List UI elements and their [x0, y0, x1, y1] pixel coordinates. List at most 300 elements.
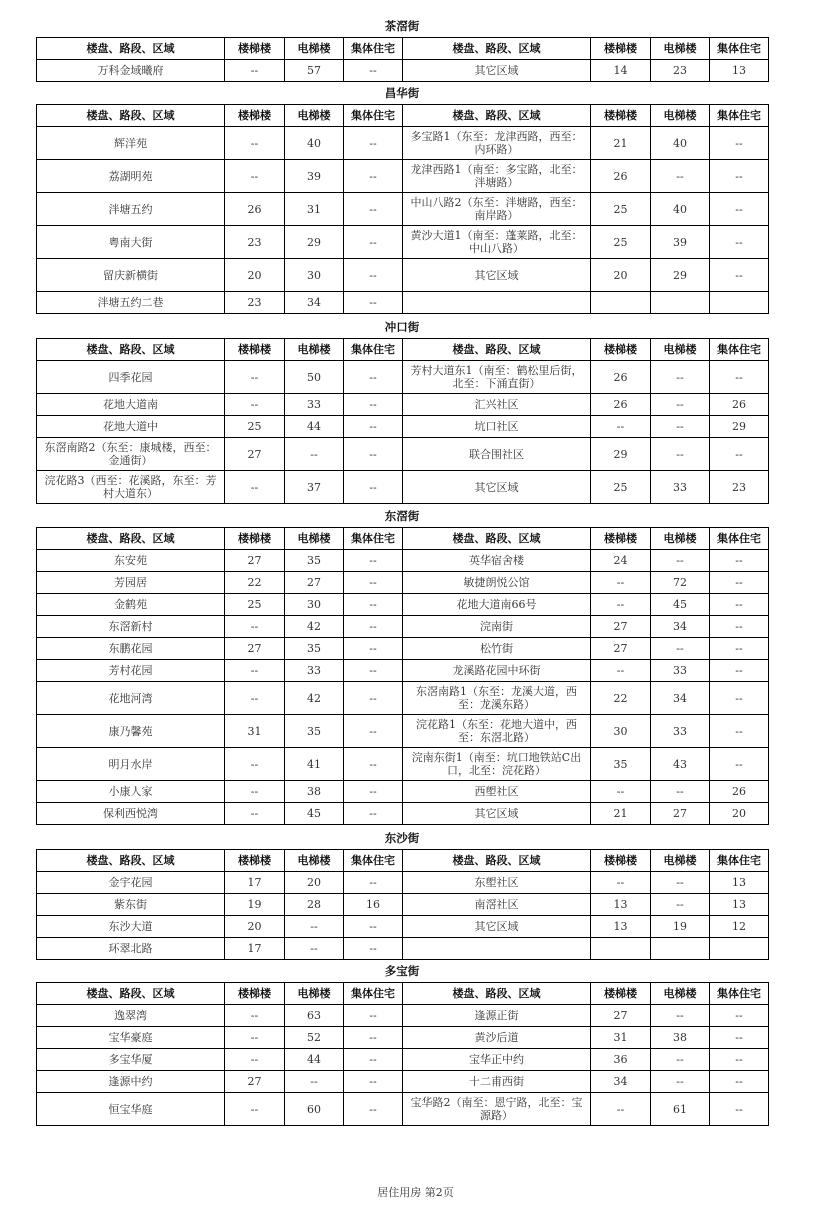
table-row	[37, 193, 769, 226]
value-cell: --	[344, 638, 403, 660]
column-header: 楼梯楼	[225, 983, 285, 1005]
value-cell: --	[710, 361, 769, 394]
area-name-cell: 坑口社区	[403, 416, 591, 438]
value-cell: 27	[591, 616, 651, 638]
area-name-cell: 荔湖明苑	[37, 160, 225, 193]
area-name-cell: 中山八路2（东至：泮塘路，西至：南岸路）	[403, 193, 591, 226]
area-name-cell: 辉洋苑	[37, 127, 225, 160]
value-cell: 19	[225, 894, 285, 916]
column-header: 集体住宅	[710, 983, 769, 1005]
area-name-cell: 松竹街	[403, 638, 591, 660]
value-cell: 42	[285, 682, 344, 715]
value-cell: --	[710, 638, 769, 660]
area-name-cell: 保利西悦湾	[37, 803, 225, 825]
value-cell: --	[710, 715, 769, 748]
column-header: 楼盘、路段、区域	[37, 983, 225, 1005]
value-cell: --	[344, 550, 403, 572]
value-cell: --	[710, 193, 769, 226]
area-name-cell: 浣花路3（西至：花溪路，东至：芳村大道东）	[37, 471, 225, 504]
value-cell: --	[591, 1093, 651, 1126]
page-footer	[0, 1184, 831, 1200]
section-title: 多宝街	[384, 964, 420, 978]
area-name-cell: 龙溪路花园中环街	[403, 660, 591, 682]
value-cell: 20	[285, 872, 344, 894]
column-header: 集体住宅	[710, 339, 769, 361]
column-header: 楼梯楼	[591, 105, 651, 127]
value-cell: --	[344, 1071, 403, 1093]
footer-page-number: 第2页	[424, 1186, 454, 1199]
value-cell: --	[591, 416, 651, 438]
value-cell: 17	[225, 872, 285, 894]
area-name-cell: 小康人家	[37, 781, 225, 803]
value-cell: --	[651, 550, 710, 572]
value-cell: --	[344, 361, 403, 394]
value-cell: 36	[591, 1049, 651, 1071]
value-cell: 31	[285, 193, 344, 226]
value-cell: 27	[285, 572, 344, 594]
area-name-cell: 多宝华厦	[37, 1049, 225, 1071]
table-row	[37, 127, 769, 160]
table-row	[37, 682, 769, 715]
value-cell: --	[344, 1049, 403, 1071]
area-name-cell: 十二甫西街	[403, 1071, 591, 1093]
area-name-cell: 芳园居	[37, 572, 225, 594]
value-cell: --	[225, 660, 285, 682]
area-name-cell: 东滘新村	[37, 616, 225, 638]
value-cell: --	[651, 894, 710, 916]
column-header: 电梯楼	[651, 983, 710, 1005]
value-cell: --	[651, 781, 710, 803]
value-cell: 29	[651, 259, 710, 292]
value-cell: 39	[651, 226, 710, 259]
value-cell: 23	[225, 292, 285, 314]
column-header: 集体住宅	[344, 38, 403, 60]
value-cell: --	[225, 781, 285, 803]
value-cell: --	[344, 1005, 403, 1027]
value-cell: 26	[225, 193, 285, 226]
area-name-cell: 恒宝华庭	[37, 1093, 225, 1126]
area-name-cell: 环翠北路	[37, 938, 225, 960]
value-cell: 40	[651, 193, 710, 226]
table-row	[37, 259, 769, 292]
table-row	[37, 438, 769, 471]
column-header: 楼梯楼	[591, 983, 651, 1005]
value-cell: --	[710, 572, 769, 594]
value-cell: 22	[591, 682, 651, 715]
value-cell: --	[710, 594, 769, 616]
table-row	[37, 361, 769, 394]
value-cell: --	[651, 416, 710, 438]
value-cell: --	[344, 1093, 403, 1126]
value-cell: 40	[285, 127, 344, 160]
table-header-row	[37, 38, 769, 60]
value-cell: 34	[285, 292, 344, 314]
value-cell: --	[344, 160, 403, 193]
value-cell: 23	[710, 471, 769, 504]
section-title: 东沙街	[384, 831, 420, 845]
area-name-cell: 芳村大道东1（南至：鹤松里后街，北至：下涌直街）	[403, 361, 591, 394]
value-cell: 52	[285, 1027, 344, 1049]
value-cell: 20	[225, 259, 285, 292]
value-cell: --	[710, 226, 769, 259]
table-header-row	[37, 339, 769, 361]
area-name-cell: 东塱社区	[403, 872, 591, 894]
value-cell: 35	[285, 638, 344, 660]
value-cell: 40	[651, 127, 710, 160]
value-cell: --	[225, 127, 285, 160]
value-cell: --	[225, 682, 285, 715]
column-header: 电梯楼	[285, 38, 344, 60]
area-name-cell: 泮塘五约二巷	[37, 292, 225, 314]
table-row	[37, 616, 769, 638]
value-cell: 27	[225, 638, 285, 660]
value-cell: 16	[344, 894, 403, 916]
area-name-cell: 四季花园	[37, 361, 225, 394]
column-header: 楼盘、路段、区域	[403, 983, 591, 1005]
value-cell: 13	[591, 916, 651, 938]
table-row	[37, 715, 769, 748]
table-row	[37, 781, 769, 803]
column-header: 电梯楼	[651, 38, 710, 60]
table-row	[37, 872, 769, 894]
value-cell: 57	[285, 60, 344, 82]
area-name-cell: 逢源中约	[37, 1071, 225, 1093]
value-cell	[591, 938, 651, 960]
value-cell: --	[225, 803, 285, 825]
area-name-cell: 联合围社区	[403, 438, 591, 471]
value-cell: 37	[285, 471, 344, 504]
value-cell: --	[344, 1027, 403, 1049]
value-cell: 33	[285, 660, 344, 682]
table-row	[37, 292, 769, 314]
value-cell: --	[651, 1005, 710, 1027]
area-name-cell: 金宇花园	[37, 872, 225, 894]
column-header: 楼盘、路段、区域	[403, 38, 591, 60]
value-cell: 43	[651, 748, 710, 781]
district-table	[36, 849, 769, 960]
value-cell: --	[344, 872, 403, 894]
table-row	[37, 1093, 769, 1126]
value-cell: --	[344, 226, 403, 259]
table-row	[37, 748, 769, 781]
column-header: 楼盘、路段、区域	[37, 528, 225, 550]
area-name-cell	[403, 938, 591, 960]
column-header: 集体住宅	[344, 105, 403, 127]
value-cell: --	[591, 572, 651, 594]
table-row	[37, 1027, 769, 1049]
table-header-row	[37, 528, 769, 550]
value-cell: --	[344, 781, 403, 803]
value-cell: --	[710, 259, 769, 292]
value-cell: 35	[285, 715, 344, 748]
table-row	[37, 226, 769, 259]
value-cell: --	[225, 160, 285, 193]
value-cell: --	[591, 781, 651, 803]
value-cell: --	[591, 872, 651, 894]
value-cell: --	[651, 361, 710, 394]
value-cell: --	[344, 471, 403, 504]
area-name-cell: 浣南街	[403, 616, 591, 638]
value-cell: 23	[651, 60, 710, 82]
section-title: 昌华街	[384, 86, 420, 100]
area-name-cell: 多宝路1（东至：龙津西路，西至：内环路）	[403, 127, 591, 160]
value-cell: 27	[225, 550, 285, 572]
area-name-cell: 金鹤苑	[37, 594, 225, 616]
column-header: 集体住宅	[710, 105, 769, 127]
section-title: 东滘街	[384, 509, 420, 523]
column-header: 楼盘、路段、区域	[403, 339, 591, 361]
column-header: 电梯楼	[285, 983, 344, 1005]
value-cell: 25	[591, 471, 651, 504]
value-cell: --	[225, 1005, 285, 1027]
value-cell: --	[344, 616, 403, 638]
value-cell: 25	[591, 226, 651, 259]
value-cell: --	[225, 394, 285, 416]
value-cell: 25	[225, 594, 285, 616]
area-name-cell: 花地大道南	[37, 394, 225, 416]
column-header: 电梯楼	[651, 339, 710, 361]
column-header: 楼梯楼	[591, 38, 651, 60]
value-cell: 44	[285, 1049, 344, 1071]
area-name-cell: 康乃馨苑	[37, 715, 225, 748]
value-cell: --	[710, 1027, 769, 1049]
table-row	[37, 471, 769, 504]
area-name-cell: 东安苑	[37, 550, 225, 572]
area-name-cell: 逢源正街	[403, 1005, 591, 1027]
value-cell: --	[225, 361, 285, 394]
value-cell: 34	[591, 1071, 651, 1093]
value-cell: 35	[591, 748, 651, 781]
value-cell: 30	[285, 594, 344, 616]
area-name-cell: 东滘南路2（东至：康城楼，西至：金通街）	[37, 438, 225, 471]
area-name-cell: 黄沙大道1（南至：蓬莱路，北至：中山八路）	[403, 226, 591, 259]
value-cell: 21	[591, 803, 651, 825]
value-cell: --	[710, 1093, 769, 1126]
area-name-cell: 芳村花园	[37, 660, 225, 682]
column-header: 集体住宅	[344, 850, 403, 872]
area-name-cell: 东沙大道	[37, 916, 225, 938]
value-cell: --	[344, 416, 403, 438]
area-name-cell: 浣花路1（东至：花地大道中，西至：东滘北路）	[403, 715, 591, 748]
value-cell: 34	[651, 616, 710, 638]
area-name-cell: 龙津西路1（南至：多宝路，北至：泮塘路）	[403, 160, 591, 193]
value-cell: --	[285, 1071, 344, 1093]
value-cell: --	[651, 638, 710, 660]
district-table	[36, 338, 769, 504]
column-header: 电梯楼	[651, 850, 710, 872]
table-row	[37, 594, 769, 616]
value-cell: 60	[285, 1093, 344, 1126]
value-cell: --	[344, 916, 403, 938]
value-cell: 38	[285, 781, 344, 803]
value-cell: 29	[285, 226, 344, 259]
column-header: 楼梯楼	[225, 528, 285, 550]
value-cell: 12	[710, 916, 769, 938]
column-header: 集体住宅	[344, 528, 403, 550]
value-cell: --	[344, 394, 403, 416]
value-cell: 72	[651, 572, 710, 594]
value-cell: --	[225, 471, 285, 504]
value-cell: --	[225, 60, 285, 82]
column-header: 集体住宅	[344, 339, 403, 361]
value-cell: 35	[285, 550, 344, 572]
value-cell: 29	[710, 416, 769, 438]
table-row	[37, 660, 769, 682]
value-cell: 21	[591, 127, 651, 160]
value-cell: 26	[591, 394, 651, 416]
value-cell: 31	[591, 1027, 651, 1049]
column-header: 楼盘、路段、区域	[403, 528, 591, 550]
value-cell: 13	[710, 894, 769, 916]
value-cell: 34	[651, 682, 710, 715]
column-header: 电梯楼	[651, 528, 710, 550]
table-row	[37, 416, 769, 438]
value-cell: --	[591, 594, 651, 616]
table-row	[37, 638, 769, 660]
table-row	[37, 1049, 769, 1071]
value-cell: --	[225, 1049, 285, 1071]
table-row	[37, 916, 769, 938]
column-header: 楼梯楼	[225, 850, 285, 872]
value-cell: --	[710, 748, 769, 781]
value-cell: 33	[285, 394, 344, 416]
area-name-cell: 花地大道中	[37, 416, 225, 438]
area-name-cell: 英华宿舍楼	[403, 550, 591, 572]
area-name-cell: 其它区域	[403, 471, 591, 504]
value-cell: 27	[651, 803, 710, 825]
column-header: 电梯楼	[651, 105, 710, 127]
area-name-cell: 逸翠湾	[37, 1005, 225, 1027]
column-header: 集体住宅	[710, 528, 769, 550]
value-cell: 25	[225, 416, 285, 438]
value-cell: 26	[710, 781, 769, 803]
table-header-row	[37, 983, 769, 1005]
column-header: 集体住宅	[344, 983, 403, 1005]
value-cell: 25	[591, 193, 651, 226]
value-cell: --	[710, 1071, 769, 1093]
value-cell: --	[344, 682, 403, 715]
area-name-cell: 万科金域曦府	[37, 60, 225, 82]
value-cell: 20	[591, 259, 651, 292]
column-header: 楼梯楼	[225, 105, 285, 127]
column-header: 电梯楼	[285, 528, 344, 550]
area-name-cell: 宝华豪庭	[37, 1027, 225, 1049]
value-cell: --	[651, 394, 710, 416]
value-cell: --	[651, 872, 710, 894]
value-cell: --	[344, 715, 403, 748]
value-cell: --	[344, 438, 403, 471]
value-cell: 27	[591, 638, 651, 660]
column-header: 电梯楼	[285, 850, 344, 872]
value-cell: --	[651, 438, 710, 471]
value-cell: --	[344, 748, 403, 781]
value-cell: 24	[591, 550, 651, 572]
value-cell: --	[651, 160, 710, 193]
value-cell: 63	[285, 1005, 344, 1027]
value-cell: 19	[651, 916, 710, 938]
value-cell: --	[651, 1049, 710, 1071]
value-cell	[591, 292, 651, 314]
district-table	[36, 104, 769, 314]
value-cell: --	[285, 438, 344, 471]
value-cell: 45	[651, 594, 710, 616]
value-cell: --	[225, 616, 285, 638]
value-cell: --	[710, 550, 769, 572]
table-row	[37, 394, 769, 416]
table-header-row	[37, 105, 769, 127]
value-cell: 31	[225, 715, 285, 748]
table-row	[37, 894, 769, 916]
table-row	[37, 60, 769, 82]
value-cell: 30	[285, 259, 344, 292]
area-name-cell: 粤南大街	[37, 226, 225, 259]
column-header: 楼梯楼	[591, 528, 651, 550]
value-cell: --	[710, 616, 769, 638]
value-cell: 33	[651, 471, 710, 504]
footer-label: 居住用房	[377, 1186, 422, 1199]
area-name-cell: 其它区域	[403, 803, 591, 825]
column-header: 楼盘、路段、区域	[37, 850, 225, 872]
area-name-cell: 汇兴社区	[403, 394, 591, 416]
column-header: 楼盘、路段、区域	[37, 339, 225, 361]
area-name-cell	[403, 292, 591, 314]
value-cell: 42	[285, 616, 344, 638]
value-cell: 33	[651, 715, 710, 748]
value-cell: 45	[285, 803, 344, 825]
area-name-cell: 宝华路2（南至：恩宁路，北至：宝源路）	[403, 1093, 591, 1126]
column-header: 楼盘、路段、区域	[37, 105, 225, 127]
area-name-cell: 南滘社区	[403, 894, 591, 916]
area-name-cell: 花地河湾	[37, 682, 225, 715]
column-header: 楼梯楼	[591, 339, 651, 361]
table-row	[37, 1005, 769, 1027]
area-name-cell: 其它区域	[403, 259, 591, 292]
value-cell: 50	[285, 361, 344, 394]
area-name-cell: 黄沙后道	[403, 1027, 591, 1049]
district-table	[36, 982, 769, 1126]
area-name-cell: 浣南东街1（南至：坑口地铁站C出口，北至：浣花路）	[403, 748, 591, 781]
value-cell: 39	[285, 160, 344, 193]
value-cell: --	[344, 127, 403, 160]
value-cell	[651, 938, 710, 960]
value-cell: 13	[591, 894, 651, 916]
value-cell: 30	[591, 715, 651, 748]
value-cell: --	[651, 1071, 710, 1093]
value-cell: 17	[225, 938, 285, 960]
area-name-cell: 花地大道南66号	[403, 594, 591, 616]
area-name-cell: 紫东街	[37, 894, 225, 916]
area-name-cell: 东滘南路1（东至：龙溪大道，西至：龙溪东路）	[403, 682, 591, 715]
value-cell: 13	[710, 60, 769, 82]
value-cell: --	[591, 660, 651, 682]
column-header: 集体住宅	[710, 38, 769, 60]
table-header-row	[37, 850, 769, 872]
area-name-cell: 其它区域	[403, 916, 591, 938]
column-header: 楼盘、路段、区域	[403, 850, 591, 872]
value-cell: 44	[285, 416, 344, 438]
value-cell: 26	[591, 361, 651, 394]
value-cell: --	[344, 803, 403, 825]
value-cell: --	[225, 748, 285, 781]
value-cell: 20	[710, 803, 769, 825]
district-table	[36, 37, 769, 82]
value-cell: 38	[651, 1027, 710, 1049]
value-cell	[710, 292, 769, 314]
table-row	[37, 938, 769, 960]
value-cell: 26	[591, 160, 651, 193]
value-cell: --	[344, 594, 403, 616]
value-cell: --	[710, 1005, 769, 1027]
